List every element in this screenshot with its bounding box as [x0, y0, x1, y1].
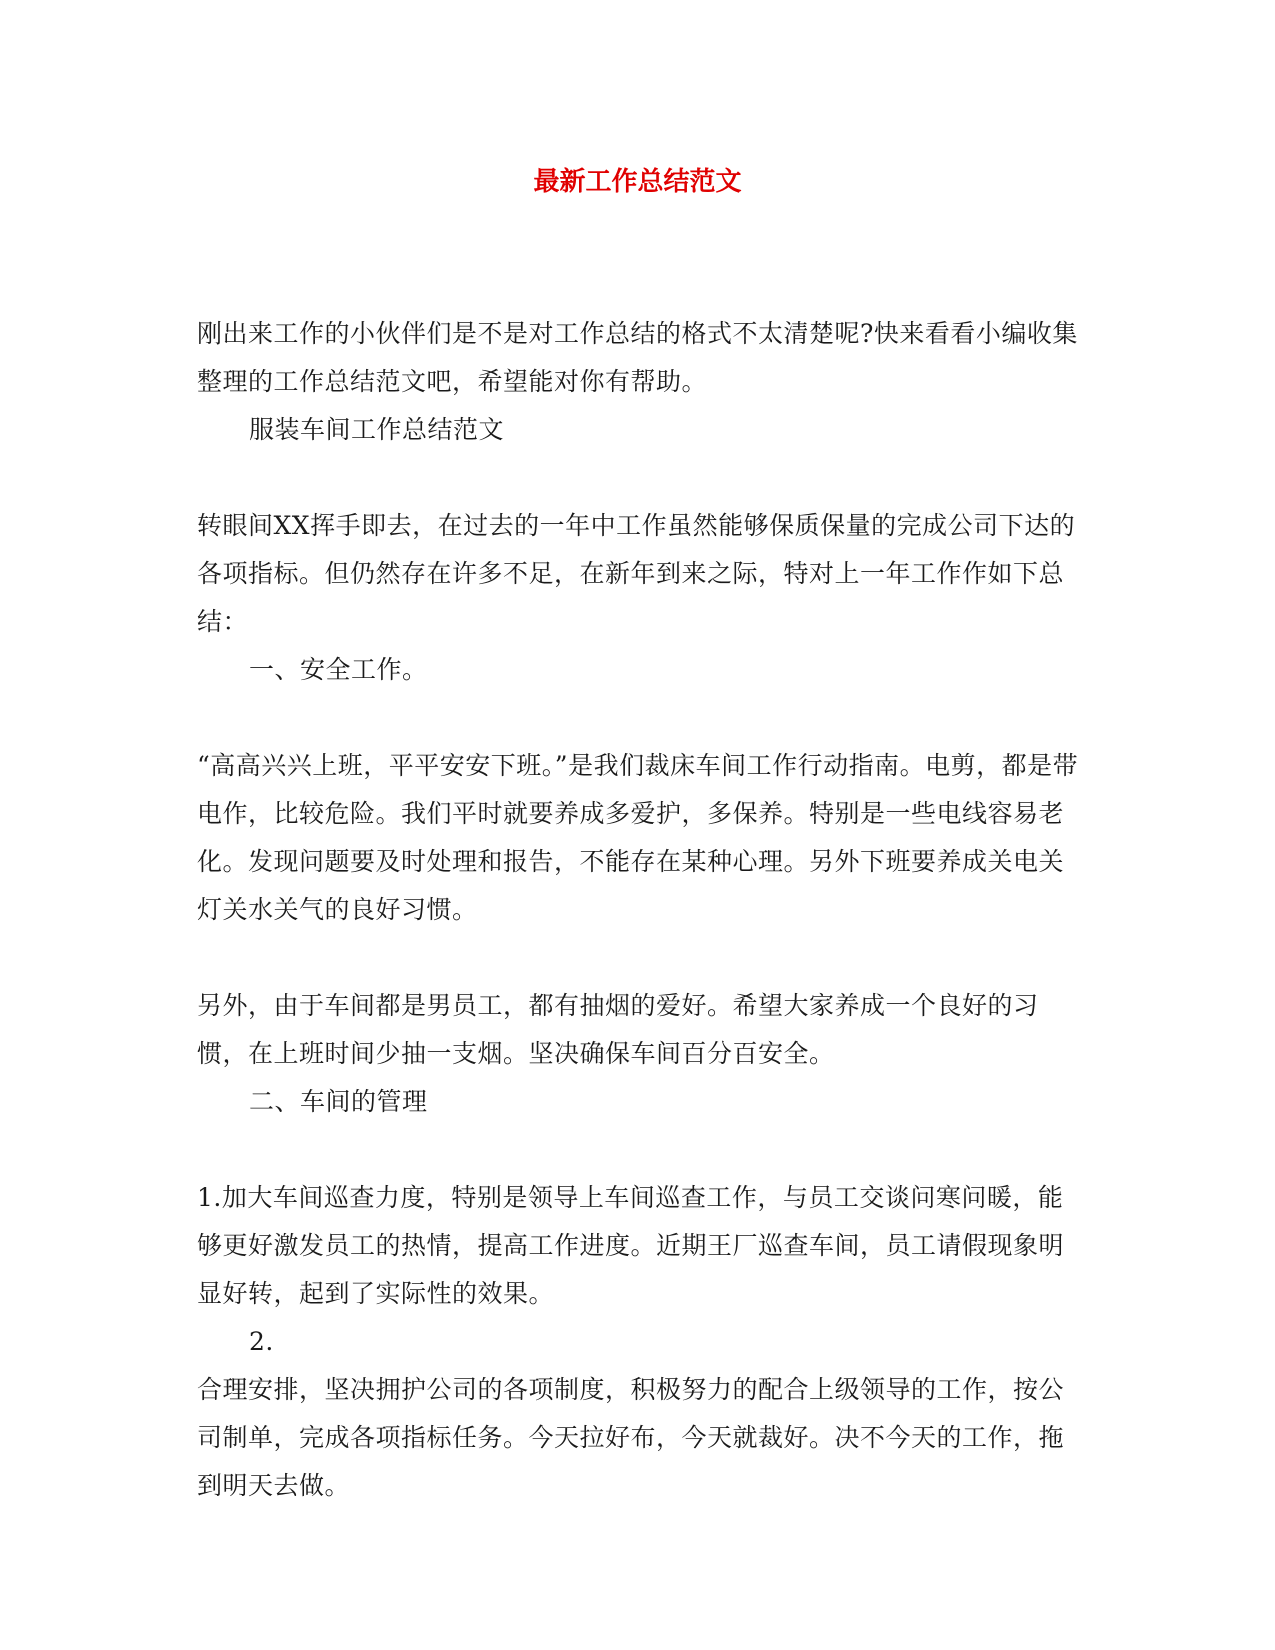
section-heading: 二、车间的管理 [249, 1087, 428, 1116]
body-paragraph: 1.加大车间巡查力度，特别是领导上车间巡查工作，与员工交谈问寒问暖，能够更好激发员工的热情，提高工作进度。近期王厂巡查车间，员工请假现象明显好转，起到了实际性的效果。 [197, 1183, 1065, 1308]
section-heading: 服装车间工作总结范文 [249, 415, 505, 444]
body-paragraph: 另外，由于车间都是男员工，都有抽烟的爱好。希望大家养成一个良好的习惯，在上班时间少抽一支烟。坚决确保车间百分百安全。 [197, 991, 1039, 1068]
document-body [197, 310, 1087, 1510]
body-paragraph: “高高兴兴上班，平平安安下班。”是我们裁床车间工作行动指南。电剪，都是带电作，比较危险。我们平时就要养成多爱护，多保养。特别是一些电线容易老化。发现问题要及时处理和报告，不能存在某种心理。另外下班要养成关电关灯关水关气的良好习惯。 [197, 751, 1079, 924]
body-paragraph: 合理安排，坚决拥护公司的各项制度，积极努力的配合上级领导的工作，按公司制单，完成各项指标任务。今天拉好布，今天就裁好。决不今天的工作，拖到明天去做。 [197, 1375, 1065, 1500]
list-number: 2. [249, 1327, 274, 1356]
document-title: 最新工作总结范文 [533, 167, 742, 197]
body-paragraph: 转眼间XX挥手即去，在过去的一年中工作虽然能够保质保量的完成公司下达的各项指标。但仍然存在许多不足，在新年到来之际，特对上一年工作作如下总结： [197, 511, 1076, 636]
intro-paragraph: 刚出来工作的小伙伴们是不是对工作总结的格式不太清楚呢?快来看看小编收集整理的工作总结范文吧，希望能对你有帮助。 [197, 319, 1078, 396]
section-heading: 一、安全工作。 [249, 655, 428, 684]
